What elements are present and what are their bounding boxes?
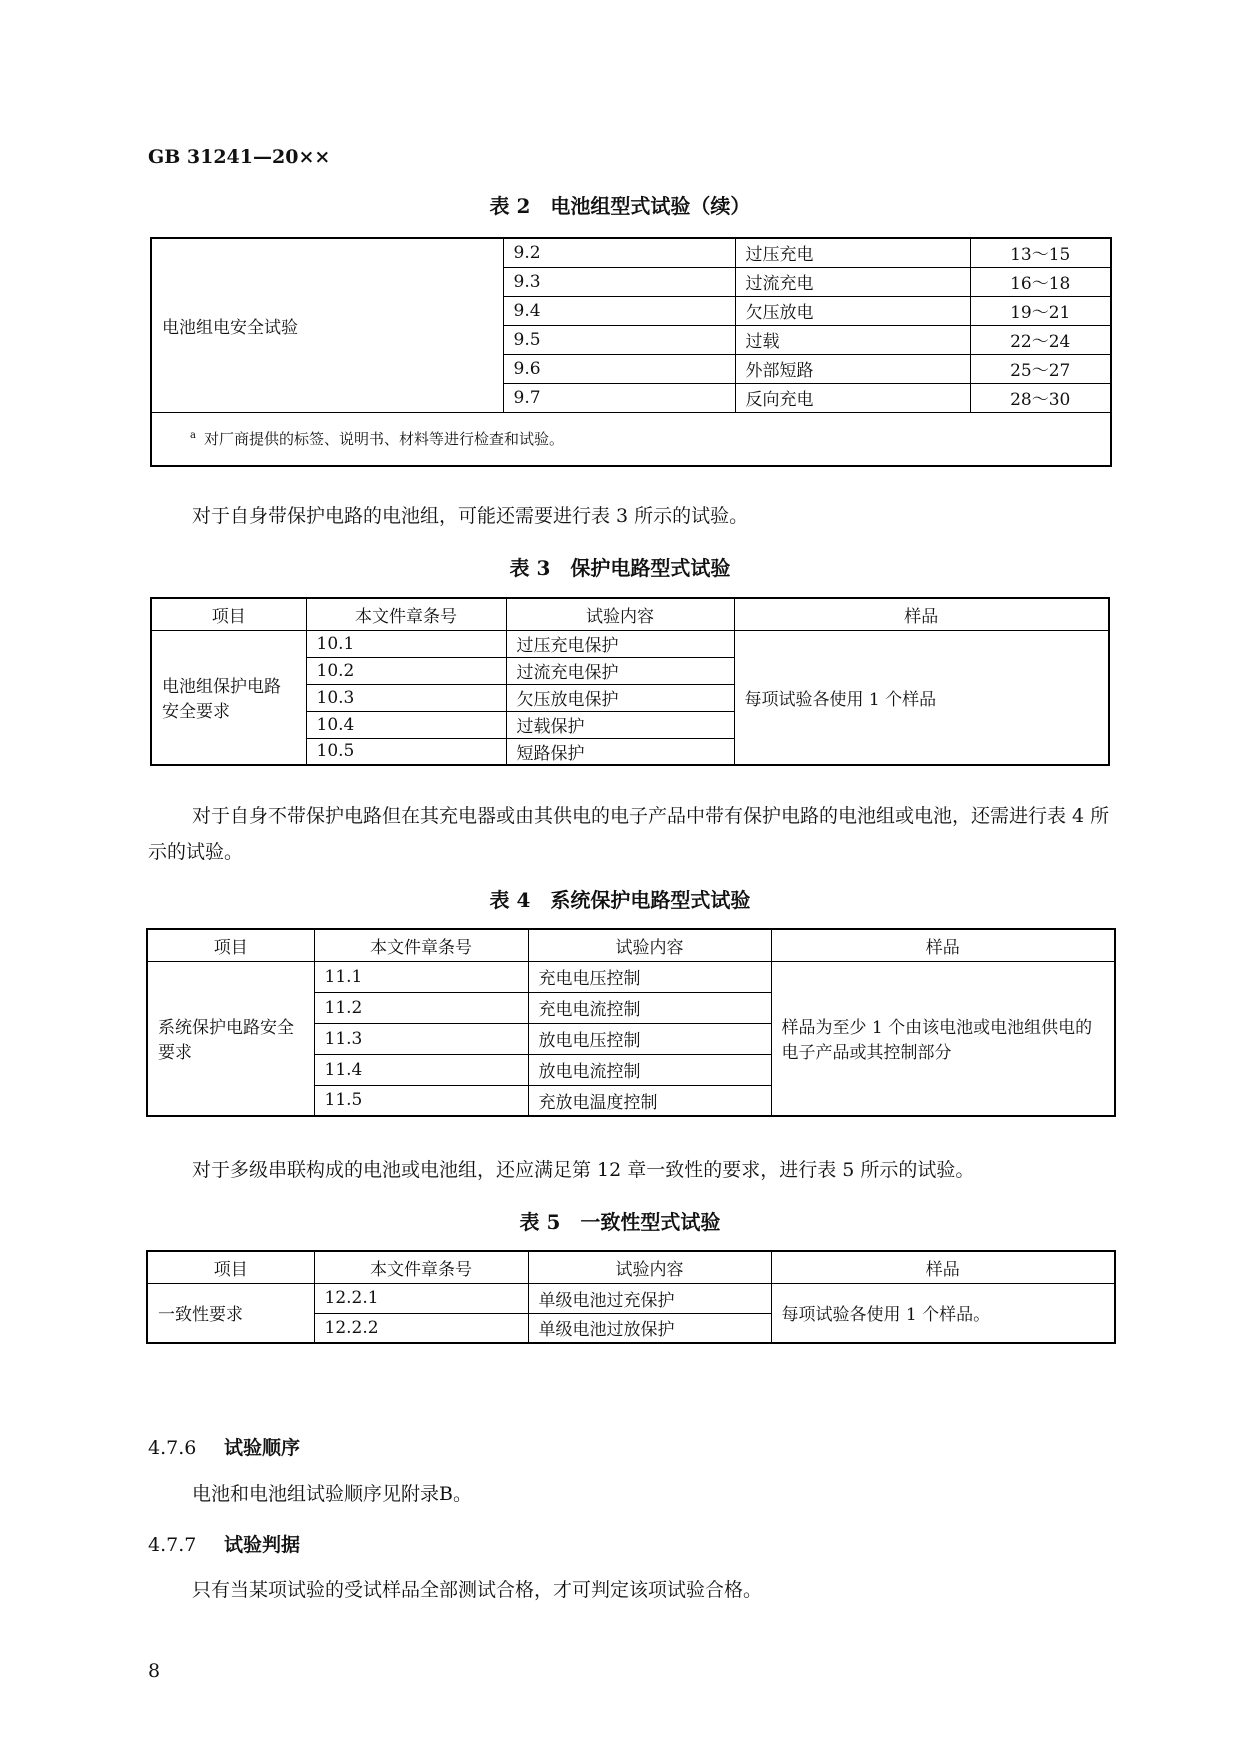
- table5-header-content: 试验内容: [528, 1251, 771, 1283]
- table4-caption: 表 4 系统保护电路型式试验: [489, 888, 751, 912]
- table5-sample: 每项试验各使用 1 个样品。: [771, 1283, 1115, 1343]
- table2-content: 欠压放电: [735, 296, 970, 325]
- table4-sample: 样品为至少 1 个由该电池或电池组供电的电子产品或其控制部分: [771, 961, 1115, 1116]
- table2-clause: 9.7: [503, 383, 735, 412]
- table-row: [151, 238, 1111, 267]
- table2-caption: 表 2 电池组型式试验（续）: [489, 194, 751, 218]
- table5-header-sample: 样品: [771, 1251, 1115, 1283]
- table2-note-row: [151, 412, 1111, 466]
- table-row: [147, 1283, 1115, 1313]
- table-row: [151, 630, 1109, 657]
- table-header-row: [147, 929, 1115, 961]
- table4-content: 充放电温度控制: [528, 1085, 771, 1116]
- section-number: 4.7.6: [148, 1437, 197, 1459]
- table2-clause: 9.2: [503, 238, 735, 267]
- table2-samples: 16～18: [970, 267, 1111, 296]
- table3-clause: 10.4: [306, 711, 506, 738]
- table5-item: 一致性要求: [147, 1283, 314, 1343]
- table3-content: 过流充电保护: [506, 657, 734, 684]
- paragraph: 对于自身带保护电路的电池组，可能还需要进行表 3 所示的试验。: [192, 505, 749, 527]
- table2-content: 反向充电: [735, 383, 970, 412]
- table2-samples: 13～15: [970, 238, 1111, 267]
- table4-header-content: 试验内容: [528, 929, 771, 961]
- table2-content: 外部短路: [735, 354, 970, 383]
- table4-clause: 11.1: [314, 961, 528, 992]
- table2-clause: 9.6: [503, 354, 735, 383]
- table2: [150, 237, 1112, 467]
- table2-content: 过流充电: [735, 267, 970, 296]
- table-header-row: [147, 1251, 1115, 1283]
- table5-header-clause: 本文件章条号: [314, 1251, 528, 1283]
- table5-clause: 12.2.1: [314, 1283, 528, 1313]
- paragraph: 对于自身不带保护电路但在其充电器或由其供电的电子产品中带有保护电路的电池组或电池，还需进行表 4 所示的试验。: [148, 805, 1110, 863]
- table3-header-item: 项目: [151, 598, 306, 630]
- table3-header-content: 试验内容: [506, 598, 734, 630]
- table-row: [147, 961, 1115, 992]
- table-header-row: [151, 598, 1109, 630]
- table2-clause: 9.5: [503, 325, 735, 354]
- table3-clause: 10.2: [306, 657, 506, 684]
- paragraph: 电池和电池组试验顺序见附录B。: [192, 1483, 472, 1505]
- table3-content: 欠压放电保护: [506, 684, 734, 711]
- table3-content: 过压充电保护: [506, 630, 734, 657]
- table4-header-item: 项目: [147, 929, 314, 961]
- table5-header-item: 项目: [147, 1251, 314, 1283]
- table2-samples: 19～21: [970, 296, 1111, 325]
- table4-clause: 11.3: [314, 1023, 528, 1054]
- document-header: GB 31241—20××: [148, 146, 331, 168]
- table3-header-sample: 样品: [734, 598, 1109, 630]
- table2-note-text: 对厂商提供的标签、说明书、材料等进行检查和试验。: [203, 430, 564, 449]
- table2-note: [151, 412, 1111, 466]
- table4-content: 放电电流控制: [528, 1054, 771, 1085]
- table2-clause: 9.3: [503, 267, 735, 296]
- page-number: 8: [148, 1660, 161, 1682]
- table2-clause: 9.4: [503, 296, 735, 325]
- section-number: 4.7.7: [148, 1534, 197, 1556]
- section-heading-4-7-7: [148, 1530, 300, 1557]
- table2-content: 过压充电: [735, 238, 970, 267]
- table4-header-sample: 样品: [771, 929, 1115, 961]
- table4: [146, 928, 1116, 1117]
- table5: [146, 1250, 1116, 1344]
- table4-clause: 11.4: [314, 1054, 528, 1085]
- table3: [150, 597, 1110, 766]
- table3-clause: 10.5: [306, 738, 506, 765]
- paragraph: 对于多级串联构成的电池或电池组，还应满足第 12 章一致性的要求，进行表 5 所示的试验。: [192, 1159, 975, 1181]
- section-title: 试验顺序: [224, 1437, 301, 1459]
- table4-clause: 11.2: [314, 992, 528, 1023]
- table3-item: 电池组保护电路安全要求: [151, 630, 306, 765]
- table3-sample: 每项试验各使用 1 个样品: [734, 630, 1109, 765]
- table3-clause: 10.1: [306, 630, 506, 657]
- table5-content: 单级电池过放保护: [528, 1313, 771, 1343]
- table4-content: 充电电压控制: [528, 961, 771, 992]
- table5-content: 单级电池过充保护: [528, 1283, 771, 1313]
- table4-content: 充电电流控制: [528, 992, 771, 1023]
- table2-content: 过载: [735, 325, 970, 354]
- table2-samples: 22～24: [970, 325, 1111, 354]
- section-title: 试验判据: [224, 1534, 301, 1556]
- table2-group-label: 电池组电安全试验: [151, 238, 503, 412]
- paragraph: 只有当某项试验的受试样品全部测试合格，才可判定该项试验合格。: [192, 1579, 763, 1601]
- table5-caption: 表 5 一致性型式试验: [519, 1210, 721, 1234]
- table4-content: 放电电压控制: [528, 1023, 771, 1054]
- table4-item: 系统保护电路安全要求: [147, 961, 314, 1116]
- table3-caption: 表 3 保护电路型式试验: [509, 556, 731, 580]
- table5-clause: 12.2.2: [314, 1313, 528, 1343]
- footnote-marker: a: [190, 430, 196, 442]
- table3-content: 短路保护: [506, 738, 734, 765]
- table3-header-clause: 本文件章条号: [306, 598, 506, 630]
- table2-samples: 28～30: [970, 383, 1111, 412]
- section-heading-4-7-6: [148, 1433, 300, 1460]
- table3-clause: 10.3: [306, 684, 506, 711]
- table2-samples: 25～27: [970, 354, 1111, 383]
- table3-content: 过载保护: [506, 711, 734, 738]
- table4-header-clause: 本文件章条号: [314, 929, 528, 961]
- table4-clause: 11.5: [314, 1085, 528, 1116]
